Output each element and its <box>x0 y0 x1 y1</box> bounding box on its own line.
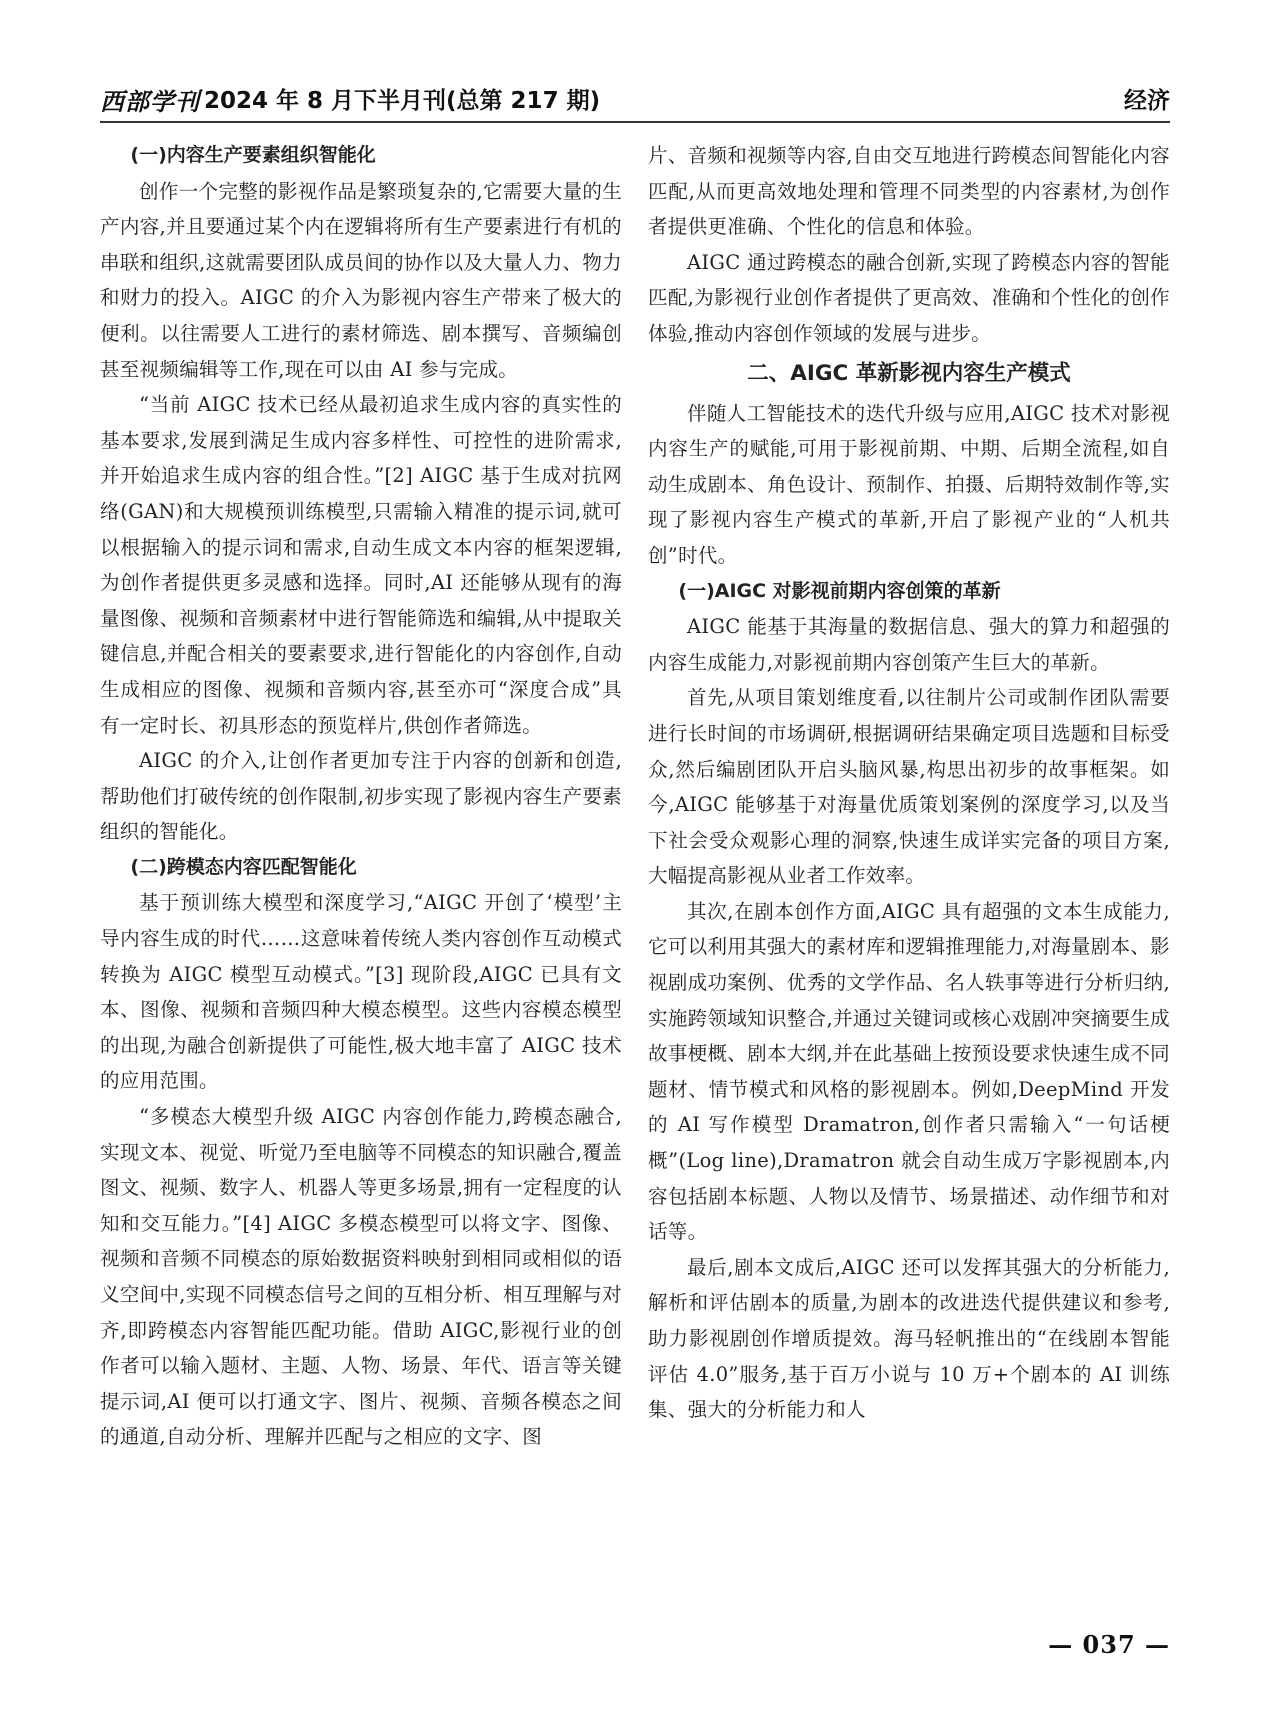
section-label: 经济 <box>1124 88 1170 114</box>
paragraph: AIGC 的介入,让创作者更加专注于内容的创新和创造,帮助他们打破传统的创作限制,初步实现了影视内容生产要素组织的智能化。 <box>100 749 622 844</box>
issue-info: 2024 年 8 月下半月刊(总第 217 期) <box>204 88 601 114</box>
page-number: — 037 — <box>1048 1630 1170 1659</box>
paragraph: 伴随人工智能技术的迭代升级与应用,AIGC 技术对影视内容生产的赋能,可用于影视前期、中期、后期全流程,如自动生成剧本、角色设计、预制作、拍摄、后期特效制作等,实现了影视内容生产模式的革新,开启了影视产业的“人机共创”时代。 <box>648 401 1170 567</box>
paragraph: AIGC 能基于其海量的数据信息、强大的算力和超强的内容生成能力,对影视前期内容创策产生巨大的革新。 <box>648 615 1170 674</box>
journal-logo: 西部学刊 <box>100 87 200 116</box>
header-rule <box>100 121 1170 123</box>
paragraph: 最后,剧本文成后,AIGC 还可以发挥其强大的分析能力,解析和评估剧本的质量,为剧本的改进迭代提供建议和参考,助力影视剧创作增质提效。海马轻帆推出的“在线剧本智能评估 4.0”服务,基于百万小说与 10 万+个剧本的 AI 训练集、强大的分析能力和人 <box>648 1255 1170 1422</box>
paragraph: 首先,从项目策划维度看,以往制片公司或制作团队需要进行长时间的市场调研,根据调研结果确定项目选题和目标受众,然后编剧团队开启头脑风暴,构思出初步的故事框架。如今,AIGC 能够基于对海量优质策划案例的深度学习,以及当下社会受众观影心理的洞察,快速生成详实完备的项目方案,大幅提高影视从业者工作效率。 <box>648 686 1170 888</box>
paragraph: 创作一个完整的影视作品是繁琐复杂的,它需要大量的生产内容,并且要通过某个内在逻辑将所有生产要素进行有机的串联和组织,这就需要团队成员间的协作以及大量人力、物力和财力的投入。AIGC 的介入为影视内容生产带来了极大的便利。以往需要人工进行的素材筛选、剧本撰写、音频编创甚至视频编辑等工作,现在可以由 AI 参与完成。 <box>100 179 622 381</box>
subsection-heading: (一)AIGC 对影视前期内容创策的革新 <box>678 579 1001 602</box>
paragraph-continued: 片、音频和视频等内容,自由交互地进行跨模态间智能化内容匹配,从而更高效地处理和管理不同类型的内容素材,为创作者提供更准确、个性化的信息和体验。 <box>648 144 1170 239</box>
paragraph: 其次,在剧本创作方面,AIGC 具有超强的文本生成能力,它可以利用其强大的素材库和逻辑推理能力,对海量剧本、影视剧成功案例、优秀的文学作品、名人轶事等进行分析归纳,实施跨领域知识整合,并通过关键词或核心戏剧冲突摘要生成故事梗概、剧本大纲,并在此基础上按预设要求快速生成不同题材、情节模式和风格的影视剧本。例如,DeepMind 开发的 AI 写作模型 Dramatron,创作者只需输入“一句话梗概”(Log line),Dramatron 就会自动生成万字影视剧本,内容包括剧本标题、人物以及情节、场景描述、动作细节和对话等。 <box>648 899 1170 1244</box>
section-heading: 二、AIGC 革新影视内容生产模式 <box>747 360 1071 386</box>
running-header <box>100 82 1170 120</box>
paragraph: AIGC 通过跨模态的融合创新,实现了跨模态内容的智能匹配,为影视行业创作者提供了更高效、准确和个性化的创作体验,推动内容创作领域的发展与进步。 <box>648 250 1170 345</box>
left-column <box>100 138 622 1610</box>
subsection-heading: (一)内容生产要素组织智能化 <box>130 144 376 166</box>
right-column <box>648 138 1170 1610</box>
paragraph: “当前 AIGC 技术已经从最初追求生成内容的真实性的基本要求,发展到满足生成内容多样性、可控性的进阶需求,并开始追求生成内容的组合性。”[2] AIGC 基于生成对抗网络(GAN)和大规模预训练模型,只需输入精准的提示词,就可以根据输入的提示词和需求,自动生成文本内容的框架逻辑,为创作者提供更多灵感和选择。同时,AI 还能够从现有的海量图像、视频和音频素材中进行智能筛选和编辑,从中提取关键信息,并配合相关的要素要求,进行智能化的内容创作,自动生成相应的图像、视频和音频内容,甚至亦可“深度合成”具有一定时长、初具形态的预览样片,供创作者筛选。 <box>100 393 622 737</box>
subsection-heading: (二)跨模态内容匹配智能化 <box>130 855 357 878</box>
paragraph: “多模态大模型升级 AIGC 内容创作能力,跨模态融合,实现文本、视觉、听觉乃至电脑等不同模态的知识融合,覆盖图文、视频、数字人、机器人等更多场景,拥有一定程度的认知和交互能力。”[4] AIGC 多模态模型可以将文字、图像、视频和音频不同模态的原始数据资料映射到相同或相似的语义空间中,实现不同模态信号之间的互相分析、相互理解与对齐,即跨模态内容智能匹配功能。借助 AIGC,影视行业的创作者可以输入题材、主题、人物、场景、年代、语言等关键提示词,AI 便可以打通文字、图片、视频、音频各模态之间的通道,自动分析、理解并匹配与之相应的文字、图 <box>100 1105 622 1449</box>
paragraph: 基于预训练大模型和深度学习,“AIGC 开创了‘模型’主导内容生成的时代……这意味着传统人类内容创作互动模式转换为 AIGC 模型互动模式。”[3] 现阶段,AIGC 已具有文本、图像、视频和音频四种大模态模型。这些内容模态模型的出现,为融合创新提供了可能性,极大地丰富了 AIGC 技术的应用范围。 <box>100 891 622 1093</box>
